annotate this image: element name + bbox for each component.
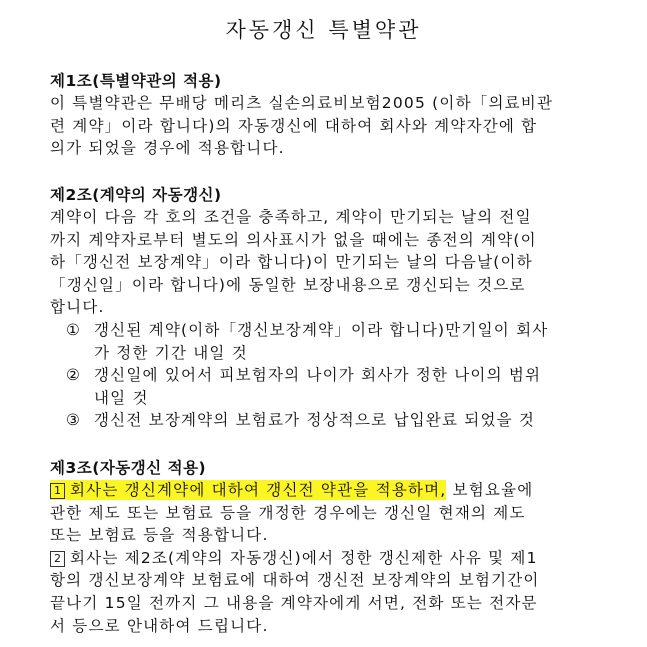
item-line: 갱신된 계약(이하「갱신보장계약」이라 합니다)만기일이 회사 <box>94 320 549 339</box>
article-1-line: 련 계약」이라 합니다)의 자동갱신에 대하여 회사와 계약자간에 합 <box>50 116 538 135</box>
condition-item-3 <box>50 409 606 432</box>
item-line: 갱신전 보장계약의 보험료가 정상적으로 납입완료 되었을 것 <box>94 411 536 430</box>
article-2-line: 「갱신일」이라 합니다)에 동일한 보장내용으로 갱신되는 것으로 <box>50 275 526 294</box>
document-title: 자동갱신 특별약관 <box>225 18 422 42</box>
article-3-line: 끝나기 15일 전까지 그 내용을 계약자에게 서면, 전화 또는 전자문 <box>50 593 538 612</box>
article-3-heading: 제3조(자동갱신 적용) <box>50 459 207 477</box>
item-number: ③ <box>66 411 80 430</box>
article-1-heading: 제1조(특별약관의 적용) <box>50 72 222 90</box>
article-3-line: 서 등으로 안내하여 드립니다. <box>50 616 269 635</box>
highlighted-clause: 회사는 갱신계약에 대하여 갱신전 약관을 적용하며, <box>70 481 447 499</box>
article-3-line: 또는 보험료 등을 적용합니다. <box>50 526 269 545</box>
article-1-line: 의가 되었을 경우에 적용합니다. <box>50 139 285 158</box>
article-1 <box>50 70 606 160</box>
article-3 <box>50 457 606 637</box>
article-3-line: 항의 갱신보장계약 보험료에 대하여 갱신전 보장계약의 보험기간이 <box>50 571 540 590</box>
condition-item-1 <box>50 319 606 364</box>
para-2-first: 회사는 제2조(계약의 자동갱신)에서 정한 갱신제한 사유 및 제1 <box>70 548 538 567</box>
article-2-line: 계약이 다음 각 호의 조건을 충족하고, 계약이 만기되는 날의 전일 <box>50 208 532 226</box>
article-3-para-2-first-line <box>50 547 606 570</box>
article-1-line: 이 특별약관은 무배당 메리츠 실손의료비보험2005 (이하「의료비관 <box>50 94 554 112</box>
article-3-line: 관한 제도 또는 보험료 등을 개정한 경우에는 갱신일 현재의 제도 <box>50 503 526 522</box>
item-number: ① <box>66 320 80 339</box>
highlighted-text <box>50 480 446 500</box>
article-2 <box>50 184 606 432</box>
item-line: 갱신일에 있어서 피보험자의 나이가 회사가 정한 나이의 범위 <box>94 366 542 385</box>
item-line: 내일 것 <box>94 388 149 407</box>
article-2-heading: 제2조(계약의 자동갱신) <box>50 186 222 204</box>
article-2-line: 까지 계약자로부터 별도의 의사표시가 없을 때에는 종전의 계약(이 <box>50 230 537 249</box>
para-1-rest: 보험요율에 <box>446 481 534 499</box>
paragraph-number-box: 2 <box>50 551 65 567</box>
item-number: ② <box>66 366 80 385</box>
article-3-para-1-first-line <box>50 479 606 502</box>
paragraph-number-box: 1 <box>50 483 65 499</box>
article-2-line: 합니다. <box>50 298 105 317</box>
item-line: 가 정한 기간 내일 것 <box>94 343 248 362</box>
article-2-line: 하「갱신전 보장계약」이라 합니다)이 만기되는 날의 다음날(이하 <box>50 253 533 272</box>
condition-item-2 <box>50 364 606 409</box>
